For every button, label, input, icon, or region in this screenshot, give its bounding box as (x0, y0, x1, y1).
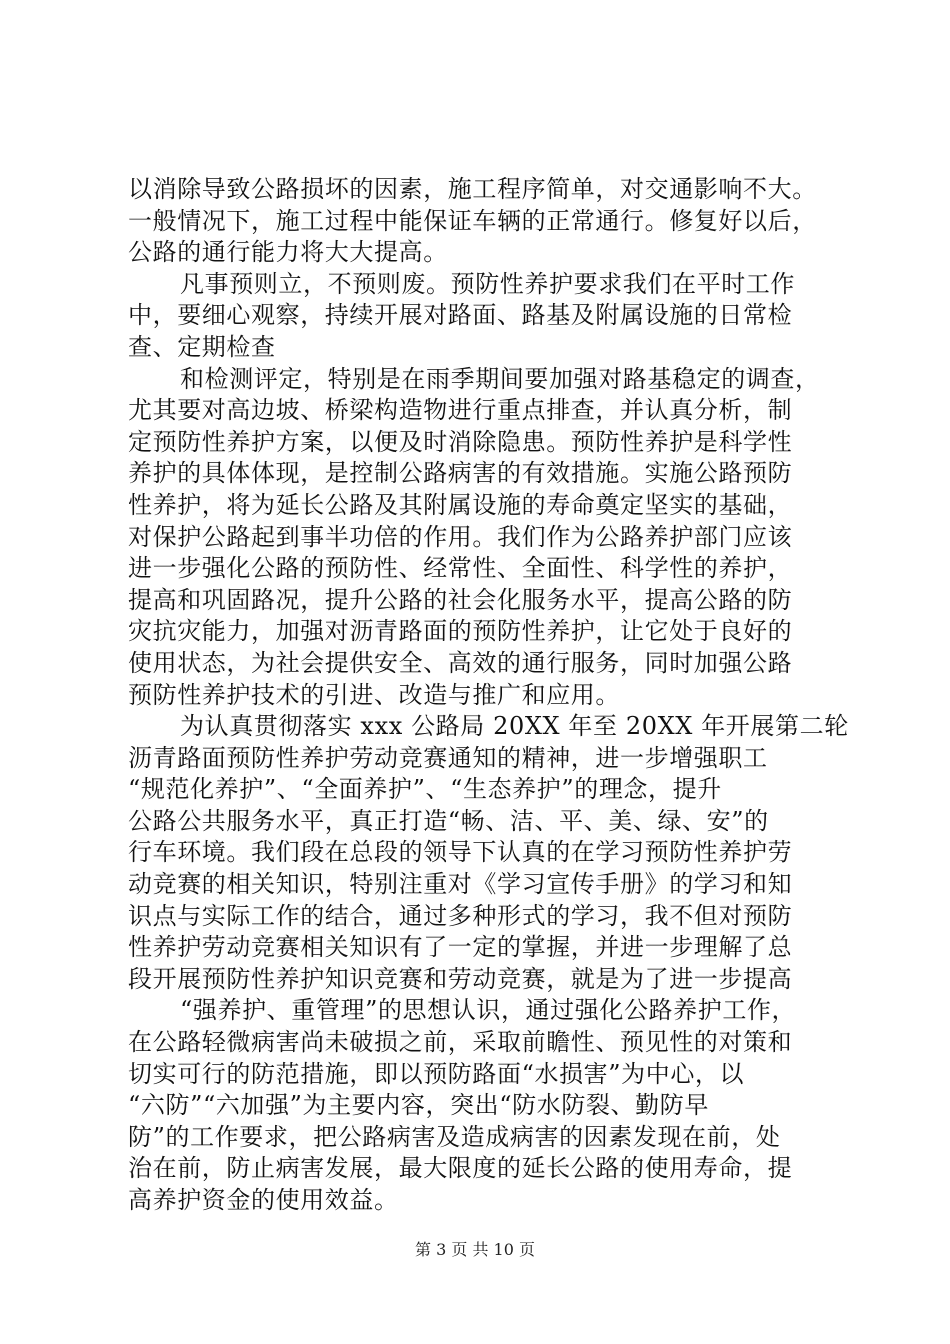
text-line: 识点与实际工作的结合，通过多种形式的学习，我不但对预防 (128, 901, 793, 930)
text-line: 防”的工作要求，把公路病害及造成病害的因素发现在前，处 (128, 1122, 781, 1151)
text-line: 进一步强化公路的预防性、经常性、全面性、科学性的养护， (128, 554, 793, 583)
text-line: 段开展预防性养护知识竞赛和劳动竞赛，就是为了进一步提高 (128, 964, 793, 993)
text-line: 以消除导致公路损坏的因素，施工程序简单，对交通影响不大。 (128, 175, 817, 203)
text-line: 和检测评定，特别是在雨季期间要加强对路基稳定的调查， (180, 364, 820, 393)
text-line: 使用状态，为社会提供安全、高效的通行服务，同时加强公路 (128, 648, 793, 677)
text-line: 高养护资金的使用效益。 (128, 1186, 399, 1214)
text-line: 灾抗灾能力，加强对沥青路面的预防性养护，让它处于良好的 (128, 617, 793, 646)
text-line: 养护的具体体现，是控制公路病害的有效措施。实施公路预防 (128, 459, 793, 488)
text-line: 动竞赛的相关知识，特别注重对《学习宣传手册》的学习和知 (128, 870, 793, 899)
text-line: “规范化养护”、“全面养护”、“生态养护”的理念，提升 (128, 775, 722, 804)
text-line: 提高和巩固路况，提升公路的社会化服务水平，提高公路的防 (128, 585, 793, 614)
page-number-footer: 第 3 页 共 10 页 (415, 1240, 535, 1259)
text-line: 一般情况下，施工过程中能保证车辆的正常通行。修复好以后， (128, 206, 817, 235)
document-body (128, 174, 849, 1217)
text-line: 性养护劳动竞赛相关知识有了一定的掌握，并进一步理解了总 (128, 933, 793, 962)
text-line: 公路的通行能力将大大提高。 (128, 238, 448, 267)
text-line: 对保护公路起到事半功倍的作用。我们作为公路养护部门应该 (128, 522, 793, 551)
text-line: 行车环境。我们段在总段的领导下认真的在学习预防性养护劳 (128, 838, 793, 867)
text-line: 切实可行的防范措施，即以预防路面“水损害”为中心，以 (128, 1059, 745, 1088)
text-line: 治在前，防止病害发展，最大限度的延长公路的使用寿命，提 (128, 1154, 793, 1183)
text-line: 查、定期检查 (128, 332, 276, 361)
text-line: 公路公共服务水平，真正打造“畅、洁、平、美、绿、安”的 (128, 806, 769, 835)
text-line: 为认真贯彻落实 xxx 公路局 20XX 年至 20XX 年开展第二轮 (180, 712, 849, 741)
text-line: 沥青路面预防性养护劳动竞赛通知的精神，进一步增强职工 (128, 743, 768, 772)
text-line: 性养护，将为延长公路及其附属设施的寿命奠定坚实的基础， (128, 490, 793, 519)
text-line: 定预防性养护方案，以便及时消除隐患。预防性养护是科学性 (128, 427, 793, 456)
text-line: “六防”“六加强”为主要内容，突出“防水防裂、勤防早 (128, 1091, 709, 1120)
text-line: 中，要细心观察，持续开展对路面、路基及附属设施的日常检 (128, 301, 793, 330)
text-line: 在公路轻微病害尚未破损之前，采取前瞻性、预见性的对策和 (128, 1028, 793, 1057)
text-line: 预防性养护技术的引进、改造与推广和应用。 (128, 680, 620, 709)
text-line: 尤其要对高边坡、桥梁构造物进行重点排查，并认真分析，制 (128, 396, 793, 425)
text-line: “强养护、重管理”的思想认识，通过强化公路养护工作， (180, 996, 797, 1025)
text-line: 凡事预则立，不预则废。预防性养护要求我们在平时工作 (180, 269, 795, 298)
